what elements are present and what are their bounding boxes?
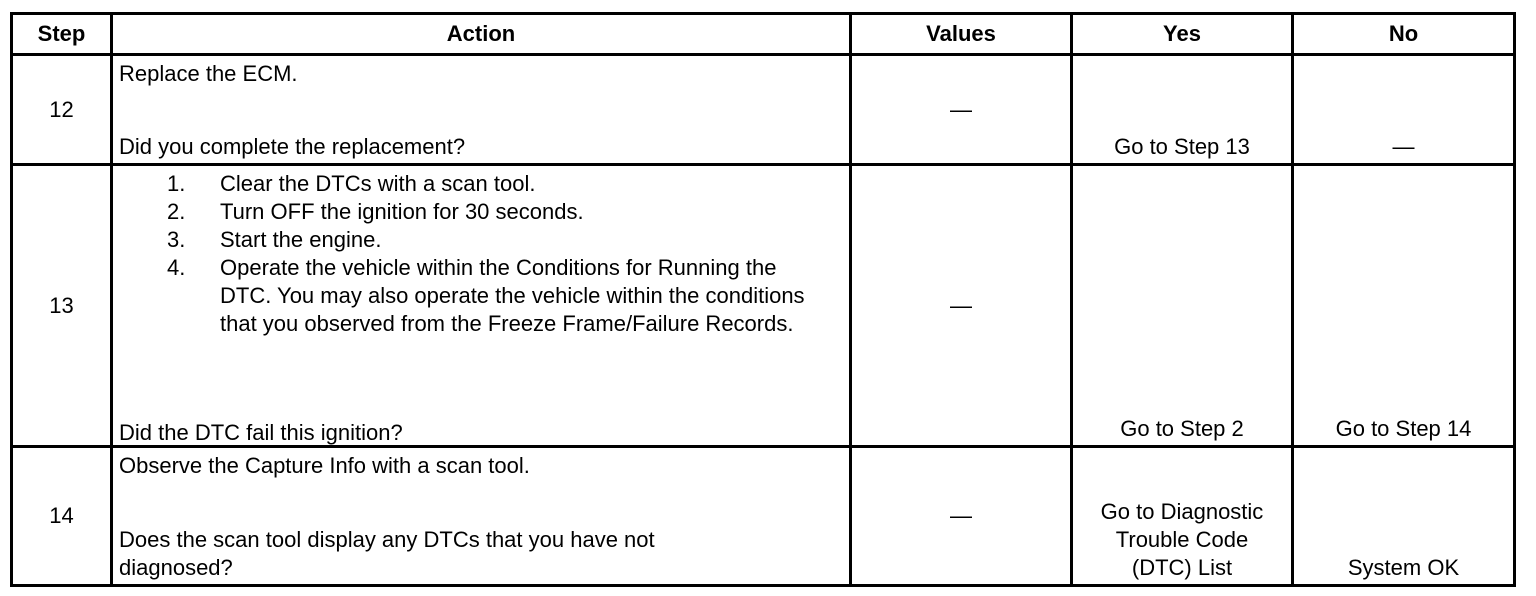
action-cell bbox=[112, 165, 851, 447]
list-item bbox=[167, 254, 820, 338]
values-cell: — bbox=[851, 165, 1072, 447]
diagnostic-table bbox=[10, 12, 1516, 587]
action-instruction: Observe the Capture Info with a scan tool. bbox=[119, 453, 530, 478]
table-row-step-14 bbox=[12, 447, 1515, 586]
list-item-text: Operate the vehicle within the Conditions for Running the DTC. You may also operate the vehicle within the conditions that you observed from the Freeze Frame/Failure Records. bbox=[220, 255, 805, 336]
yes-link: Go to Diagnostic Trouble Code (DTC) List bbox=[1100, 499, 1264, 580]
action-question: Did the DTC fail this ignition? bbox=[119, 420, 403, 445]
header-yes: Yes bbox=[1072, 14, 1293, 55]
list-item-number: 4. bbox=[167, 255, 186, 280]
action-cell bbox=[112, 55, 851, 165]
step-number: 13 bbox=[12, 165, 112, 447]
no-cell bbox=[1293, 165, 1515, 447]
yes-cell bbox=[1072, 55, 1293, 165]
yes-cell bbox=[1072, 165, 1293, 447]
list-item-text: Turn OFF the ignition for 30 seconds. bbox=[220, 199, 584, 224]
list-item-number: 2. bbox=[167, 199, 186, 224]
list-item-text: Clear the DTCs with a scan tool. bbox=[220, 171, 536, 196]
yes-cell bbox=[1072, 447, 1293, 586]
values-cell: — bbox=[851, 447, 1072, 586]
step-number: 14 bbox=[12, 447, 112, 586]
no-cell bbox=[1293, 55, 1515, 165]
header-row bbox=[12, 14, 1515, 55]
list-item-number: 1. bbox=[167, 171, 186, 196]
list-item bbox=[167, 170, 820, 198]
action-cell bbox=[112, 447, 851, 586]
header-step: Step bbox=[12, 14, 112, 55]
values-cell: — bbox=[851, 55, 1072, 165]
table-row-step-13 bbox=[12, 165, 1515, 447]
step-number: 12 bbox=[12, 55, 112, 165]
action-step-list bbox=[113, 170, 849, 338]
action-instruction: Replace the ECM. bbox=[119, 61, 298, 86]
table-row-step-12 bbox=[12, 55, 1515, 165]
header-no: No bbox=[1293, 14, 1515, 55]
no-link: System OK bbox=[1347, 555, 1460, 580]
no-link: — bbox=[1392, 134, 1415, 159]
no-link: Go to Step 14 bbox=[1335, 416, 1472, 441]
action-question: Did you complete the replacement? bbox=[119, 134, 466, 159]
yes-link: Go to Step 2 bbox=[1120, 416, 1244, 441]
no-cell bbox=[1293, 447, 1515, 586]
list-item bbox=[167, 226, 820, 254]
list-item-number: 3. bbox=[167, 227, 186, 252]
action-question: Does the scan tool display any DTCs that you have not diagnosed? bbox=[119, 527, 655, 580]
list-item-text: Start the engine. bbox=[220, 227, 382, 252]
header-action: Action bbox=[112, 14, 851, 55]
yes-link: Go to Step 13 bbox=[1114, 134, 1250, 159]
header-values: Values bbox=[851, 14, 1072, 55]
list-item bbox=[167, 198, 820, 226]
